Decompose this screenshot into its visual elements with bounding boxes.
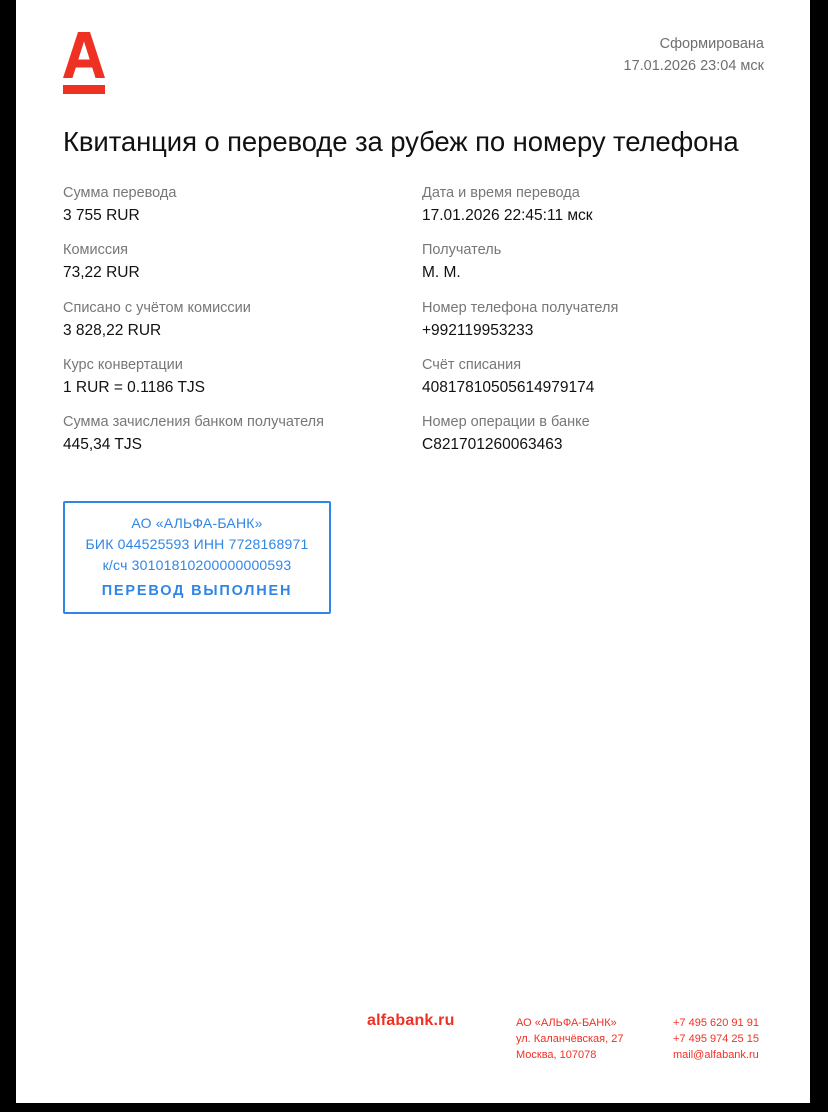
- field-debit-account: [422, 356, 618, 413]
- field-label: Дата и время перевода: [422, 185, 580, 201]
- field-transfer-amount: [63, 184, 324, 241]
- field-recipient: [422, 241, 618, 298]
- bank-stamp: [63, 501, 331, 614]
- generated-info: [624, 33, 764, 77]
- field-value: 1 RUR = 0.1186 TJS: [63, 378, 206, 396]
- footer-address: [516, 1015, 623, 1063]
- field-debited-total: [63, 299, 324, 356]
- footer-phone[interactable]: +7 495 974 25 15: [673, 1033, 759, 1045]
- stamp-bank-name: АО «АЛЬФА-БАНК»: [131, 515, 263, 531]
- field-value: 40817810505614979174: [422, 378, 595, 396]
- field-value: 73,22 RUR: [63, 264, 140, 282]
- footer-site-link[interactable]: alfabank.ru: [367, 1012, 455, 1029]
- stamp-corr-account: к/сч 30101810200000000593: [102, 557, 292, 573]
- footer-address-line: Москва, 107078: [516, 1049, 597, 1061]
- field-commission: [63, 241, 324, 298]
- field-exchange-rate: [63, 356, 324, 413]
- field-operation-number: [422, 413, 618, 470]
- field-label: Номер телефона получателя: [422, 299, 619, 316]
- field-label: Сумма зачисления банком получателя: [63, 414, 324, 431]
- field-label: Счёт списания: [422, 356, 522, 373]
- stamp-bik-inn: БИК 044525593 ИНН 7728168971: [85, 536, 309, 552]
- field-label: Номер операции в банке: [422, 414, 590, 431]
- details-left-column: [63, 184, 324, 470]
- field-label: Списано с учётом комиссии: [63, 299, 251, 316]
- field-label: Курс конвертации: [63, 356, 183, 373]
- field-label: Сумма перевода: [63, 185, 177, 201]
- footer-phone[interactable]: +7 495 620 91 91: [673, 1017, 759, 1029]
- details-right-column: [422, 184, 618, 470]
- field-value: 445,34 TJS: [63, 436, 142, 454]
- field-value: М. М.: [422, 264, 461, 282]
- field-value: 17.01.2026 22:45:11 мск: [422, 207, 593, 224]
- footer-address-line: ул. Каланчёвская, 27: [516, 1033, 624, 1045]
- receipt-page: [16, 0, 810, 1103]
- field-recipient-phone: [422, 299, 618, 356]
- field-label: Получатель: [422, 242, 502, 259]
- field-value: 3 755 RUR: [63, 207, 140, 224]
- field-value: C821701260063463: [422, 436, 563, 454]
- stamp-status: ПЕРЕВОД ВЫПОЛНЕН: [101, 583, 293, 599]
- field-label: Комиссия: [63, 242, 129, 259]
- generated-label: Сформирована: [659, 36, 764, 52]
- field-transfer-datetime: [422, 184, 618, 241]
- footer-address-line: АО «АЛЬФА-БАНК»: [516, 1017, 617, 1029]
- document-title: Квитанция о переводе за рубеж по номеру телефона: [63, 126, 739, 157]
- footer-email[interactable]: mail@alfabank.ru: [673, 1049, 759, 1061]
- field-value: +992119953233: [422, 321, 534, 339]
- footer-contacts: [673, 1015, 759, 1063]
- generated-datetime: 17.01.2026 23:04 мск: [623, 58, 764, 74]
- field-value: 3 828,22 RUR: [63, 321, 162, 339]
- alfa-bank-logo-icon: [63, 32, 105, 95]
- field-credited-amount: [63, 413, 324, 470]
